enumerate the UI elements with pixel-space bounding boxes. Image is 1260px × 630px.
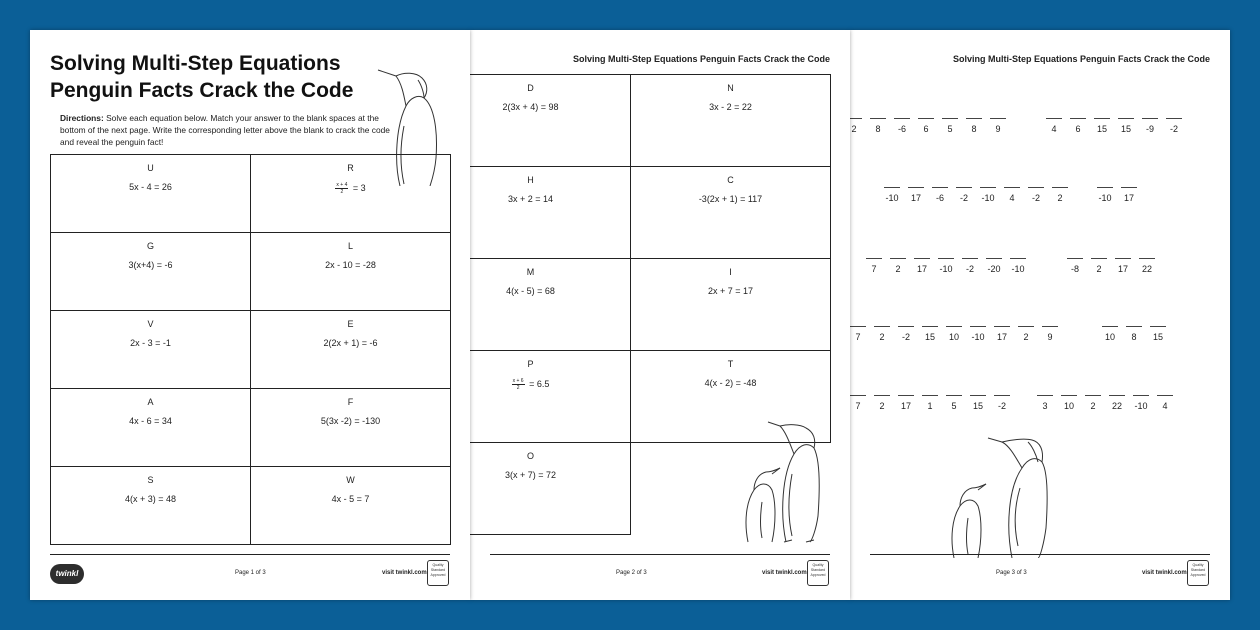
page-number: Page 2 of 3 <box>616 570 647 576</box>
code-blank[interactable] <box>850 118 864 134</box>
code-blank[interactable] <box>1044 118 1064 134</box>
code-number: -10 <box>1134 401 1148 411</box>
code-blank[interactable] <box>882 187 902 203</box>
code-blank[interactable] <box>864 258 884 274</box>
code-blank[interactable] <box>1050 187 1070 203</box>
code-number: 2 <box>879 401 885 411</box>
code-blank[interactable] <box>968 326 988 342</box>
code-number: 3 <box>1042 401 1048 411</box>
code-blank[interactable] <box>1131 395 1151 411</box>
equation-cell: W 4x - 5 = 7 <box>251 467 451 545</box>
equation-cell: H 3x + 2 = 14 <box>470 167 631 259</box>
code-blank[interactable] <box>978 187 998 203</box>
code-blank[interactable] <box>872 326 892 342</box>
code-number: 10 <box>1104 332 1115 342</box>
code-blank[interactable] <box>988 118 1008 134</box>
code-number: 15 <box>924 332 935 342</box>
code-number: -2 <box>965 264 974 274</box>
code-blank[interactable] <box>1059 395 1079 411</box>
code-blank[interactable] <box>944 326 964 342</box>
code-number: 22 <box>1141 264 1152 274</box>
code-number: 15 <box>1096 124 1107 134</box>
page-number: Page 1 of 3 <box>235 570 266 576</box>
running-head: Solving Multi-Step Equations Penguin Facts Crack the Code <box>952 54 1210 64</box>
equation-cell: I 2x + 7 = 17 <box>631 259 831 351</box>
code-number: -10 <box>971 332 985 342</box>
code-blank[interactable] <box>1065 258 1085 274</box>
code-blank[interactable] <box>872 395 892 411</box>
visit-link[interactable]: visit twinkl.com <box>762 570 807 576</box>
code-number: 2 <box>1090 401 1096 411</box>
code-number: -2 <box>1031 193 1040 203</box>
code-number: 7 <box>855 332 861 342</box>
code-blank[interactable] <box>896 395 916 411</box>
fraction: $\frac{x + 6}{2}$ <box>512 378 524 391</box>
code-blank[interactable] <box>920 395 940 411</box>
code-blank[interactable] <box>1116 118 1136 134</box>
visit-link[interactable]: visit twinkl.com <box>382 570 427 576</box>
code-number: 9 <box>995 124 1001 134</box>
code-blank[interactable] <box>968 395 988 411</box>
code-blank[interactable] <box>1119 187 1139 203</box>
equation-cell: M 4(x - 5) = 68 <box>470 259 631 351</box>
code-blank[interactable] <box>888 258 908 274</box>
code-number: 15 <box>972 401 983 411</box>
code-number: 2 <box>851 124 857 134</box>
equation-cell: U 5x - 4 = 26 <box>51 155 251 233</box>
equation-cell: F 5(3x -2) = -130 <box>251 389 451 467</box>
code-blank[interactable] <box>1002 187 1022 203</box>
equation-cell: A 4x - 6 = 34 <box>51 389 251 467</box>
quality-badge-icon: Quality Standard Approved <box>807 560 829 586</box>
code-number: 7 <box>871 264 877 274</box>
code-number: -2 <box>959 193 968 203</box>
code-blank[interactable] <box>1155 395 1175 411</box>
code-number: 17 <box>1123 193 1134 203</box>
code-number: 6 <box>923 124 929 134</box>
code-number: -10 <box>939 264 953 274</box>
code-blank[interactable] <box>930 187 950 203</box>
code-blank[interactable] <box>1100 326 1120 342</box>
code-number: -2 <box>1169 124 1178 134</box>
code-number: 9 <box>1047 332 1053 342</box>
page-number: Page 3 of 3 <box>996 570 1027 576</box>
code-number: 2 <box>895 264 901 274</box>
code-blank[interactable] <box>896 326 916 342</box>
code-blank[interactable] <box>1113 258 1133 274</box>
code-blank[interactable] <box>892 118 912 134</box>
code-blank[interactable] <box>936 258 956 274</box>
code-blank[interactable] <box>1148 326 1168 342</box>
code-number: 5 <box>951 401 957 411</box>
equation-cell: C -3(2x + 1) = 117 <box>631 167 831 259</box>
equation-table-page1 <box>50 154 451 545</box>
code-number: 10 <box>948 332 959 342</box>
code-blank[interactable] <box>1095 187 1115 203</box>
equation-cell: L 2x - 10 = -28 <box>251 233 451 311</box>
code-number: 6 <box>1075 124 1081 134</box>
code-number: -10 <box>1011 264 1025 274</box>
code-number: 8 <box>1131 332 1137 342</box>
code-number: -2 <box>997 401 1006 411</box>
page-footer <box>470 554 850 600</box>
code-blank[interactable] <box>992 326 1012 342</box>
equation-cell: N 3x - 2 = 22 <box>631 75 831 167</box>
code-blank[interactable] <box>1040 326 1060 342</box>
code-blank[interactable] <box>916 118 936 134</box>
code-blank[interactable] <box>1083 395 1103 411</box>
code-number: -2 <box>901 332 910 342</box>
code-number: -6 <box>935 193 944 203</box>
code-number: 22 <box>1111 401 1122 411</box>
code-blank[interactable] <box>912 258 932 274</box>
page-footer <box>30 554 470 600</box>
quality-badge-icon: Quality Standard Approved <box>427 560 449 586</box>
penguin-pair-illustration <box>740 418 830 544</box>
code-number: -8 <box>1070 264 1079 274</box>
code-blank[interactable] <box>944 395 964 411</box>
visit-link[interactable]: visit twinkl.com <box>1142 570 1187 576</box>
equation-cell: O 3(x + 7) = 72 <box>470 443 631 535</box>
code-number: -10 <box>1098 193 1112 203</box>
code-blank[interactable] <box>868 118 888 134</box>
code-blank[interactable] <box>1008 258 1028 274</box>
code-blank[interactable] <box>1089 258 1109 274</box>
code-number: 15 <box>1120 124 1131 134</box>
code-blank[interactable] <box>1016 326 1036 342</box>
code-blank[interactable] <box>960 258 980 274</box>
code-number: 2 <box>1057 193 1063 203</box>
code-blank[interactable] <box>920 326 940 342</box>
equation-cell: P $\frac{x + 6}{2}$ = 6.5 <box>470 351 631 443</box>
twinkl-logo[interactable]: twinkl <box>50 564 84 584</box>
code-number: 10 <box>1063 401 1074 411</box>
worksheet-page-3 <box>850 30 1230 600</box>
code-number: 4 <box>1162 401 1168 411</box>
code-number: 2 <box>879 332 885 342</box>
code-number: 8 <box>875 124 881 134</box>
code-blank[interactable] <box>1035 395 1055 411</box>
code-number: 2 <box>1096 264 1102 274</box>
equation-cell: V 2x - 3 = -1 <box>51 311 251 389</box>
code-number: -10 <box>981 193 995 203</box>
equation-cell: G 3(x+4) = -6 <box>51 233 251 311</box>
code-number: -9 <box>1145 124 1154 134</box>
code-blank[interactable] <box>850 395 868 411</box>
fraction: $\frac{x + 4}{2}$ <box>336 182 348 195</box>
code-blank[interactable] <box>954 187 974 203</box>
worksheet-page-1 <box>30 30 470 600</box>
running-head: Solving Multi-Step Equations Penguin Facts Crack the Code <box>572 54 830 64</box>
code-blank[interactable] <box>940 118 960 134</box>
directions-text: Directions: Solve each equation below. Match your answer to the blank spaces at the bottom of the next page. Write the corresponding letter above the blank to crack the code and reveal the penguin fact! <box>60 113 390 147</box>
code-blank[interactable] <box>1140 118 1160 134</box>
code-number: 4 <box>1051 124 1057 134</box>
equation-cell: D 2(3x + 4) = 98 <box>470 75 631 167</box>
equation-cell: S 4(x + 3) = 48 <box>51 467 251 545</box>
code-number: 15 <box>1152 332 1163 342</box>
code-number: -20 <box>987 264 1001 274</box>
equation-cell: R $\frac{x + 4}{2}$ = 3 <box>251 155 451 233</box>
code-number: 2 <box>1023 332 1029 342</box>
code-number: 17 <box>1117 264 1128 274</box>
code-number: 1 <box>927 401 933 411</box>
quality-badge-icon: Quality Standard Approved <box>1187 560 1209 586</box>
code-number: 4 <box>1009 193 1015 203</box>
code-blank[interactable] <box>1092 118 1112 134</box>
equation-cell: E 2(2x + 1) = -6 <box>251 311 451 389</box>
code-number: 17 <box>996 332 1007 342</box>
code-number: 17 <box>916 264 927 274</box>
code-number: -6 <box>897 124 906 134</box>
equation-cell: T 4(x - 2) = -48 <box>631 351 831 443</box>
page-title: Solving Multi-Step Equations Penguin Facts Crack the Code <box>50 52 354 102</box>
code-blank[interactable] <box>906 187 926 203</box>
code-blank[interactable] <box>1137 258 1157 274</box>
code-blank[interactable] <box>1124 326 1144 342</box>
code-number: 7 <box>855 401 861 411</box>
code-blank[interactable] <box>992 395 1012 411</box>
code-number: 8 <box>971 124 977 134</box>
code-blank[interactable] <box>984 258 1004 274</box>
code-number: 17 <box>900 401 911 411</box>
code-blank[interactable] <box>1164 118 1184 134</box>
code-number: 5 <box>947 124 953 134</box>
code-blank[interactable] <box>1107 395 1127 411</box>
code-number: -10 <box>885 193 899 203</box>
penguin-pair-illustration <box>940 428 1070 558</box>
worksheet-page-2 <box>470 30 850 600</box>
page-footer <box>850 554 1230 600</box>
code-blank[interactable] <box>1068 118 1088 134</box>
code-blank[interactable] <box>850 326 868 342</box>
code-blank[interactable] <box>1026 187 1046 203</box>
code-number: 17 <box>910 193 921 203</box>
code-blank[interactable] <box>964 118 984 134</box>
